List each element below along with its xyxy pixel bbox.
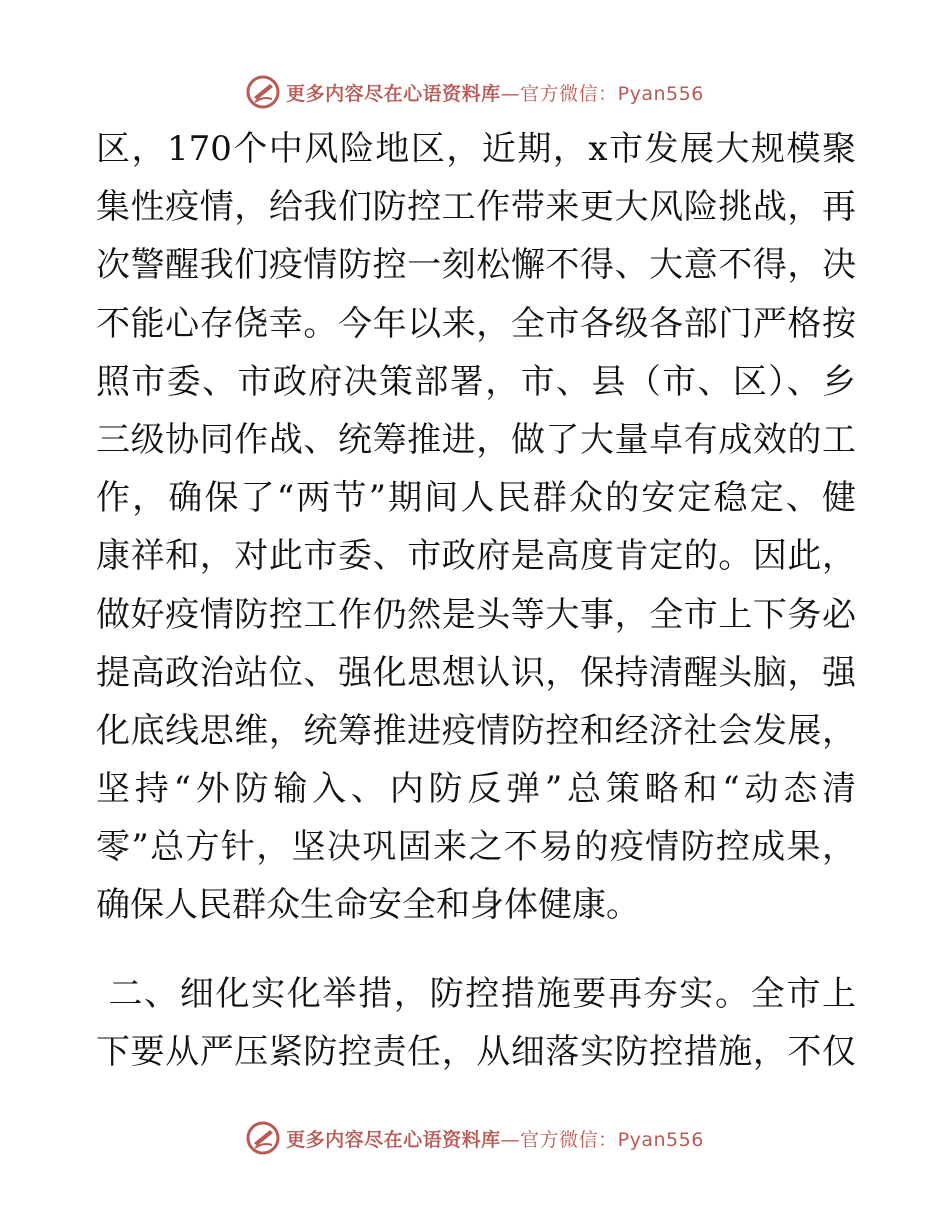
text-line: 集性疫情，给我们防控工作带来更大风险挑战，再	[96, 187, 856, 228]
text-line: 照市委、市政府决策部署，市、县（市、区）、乡	[96, 361, 856, 402]
paragraph-1	[96, 120, 856, 935]
footer-banner-text	[286, 1125, 704, 1152]
text-line: 化底线思维，统筹推进疫情防控和经济社会发展，	[96, 710, 856, 751]
footer-wechat-text: 官方微信：Pyan556	[520, 1128, 704, 1151]
text-line: 康祥和，对此市委、市政府是高度肯定的。因此，	[96, 536, 856, 577]
text-line: 二、细化实化举措，防控措施要再夯实。全市上	[96, 973, 856, 1014]
text-line: 次警醒我们疫情防控一刻松懈不得、大意不得，决	[96, 245, 856, 286]
header-wechat-text: 官方微信：Pyan556	[520, 82, 704, 105]
paragraph-2	[96, 965, 856, 1081]
footer-brand-text: 更多内容尽在心语资料库	[286, 1128, 501, 1151]
footer-separator: —	[500, 1128, 521, 1151]
header-banner	[0, 72, 950, 112]
header-separator: —	[500, 82, 521, 105]
header-brand-text: 更多内容尽在心语资料库	[286, 82, 501, 105]
text-line: 三级协同作战、统筹推进，做了大量卓有成效的工	[96, 419, 856, 460]
text-line: 不能心存侥幸。今年以来，全市各级各部门严格按	[96, 303, 856, 344]
text-line: 做好疫情防控工作仍然是头等大事，全市上下务必	[96, 594, 856, 635]
text-line: 提高政治站位、强化思想认识，保持清醒头脑，强	[96, 652, 856, 693]
document-body	[96, 120, 856, 1081]
text-line: 作，确保了“两节”期间人民群众的安定稳定、健	[96, 478, 856, 519]
text-line: 下要从严压紧防控责任，从细落实防控措施，不仅	[96, 1031, 856, 1072]
pen-book-logo-icon	[246, 1121, 280, 1155]
header-banner-text	[286, 79, 704, 106]
text-line: 坚持“外防输入、内防反弹”总策略和“动态清	[96, 769, 856, 810]
text-line: 确保人民群众生命安全和身体健康。	[96, 885, 640, 926]
paragraph-gap	[96, 935, 856, 965]
text-line: 区，170个中风险地区，近期，x市发展大规模聚	[96, 129, 856, 169]
pen-book-logo-icon	[246, 75, 280, 109]
footer-banner	[0, 1118, 950, 1158]
text-line: 零”总方针，坚决巩固来之不易的疫情防控成果，	[96, 827, 856, 868]
